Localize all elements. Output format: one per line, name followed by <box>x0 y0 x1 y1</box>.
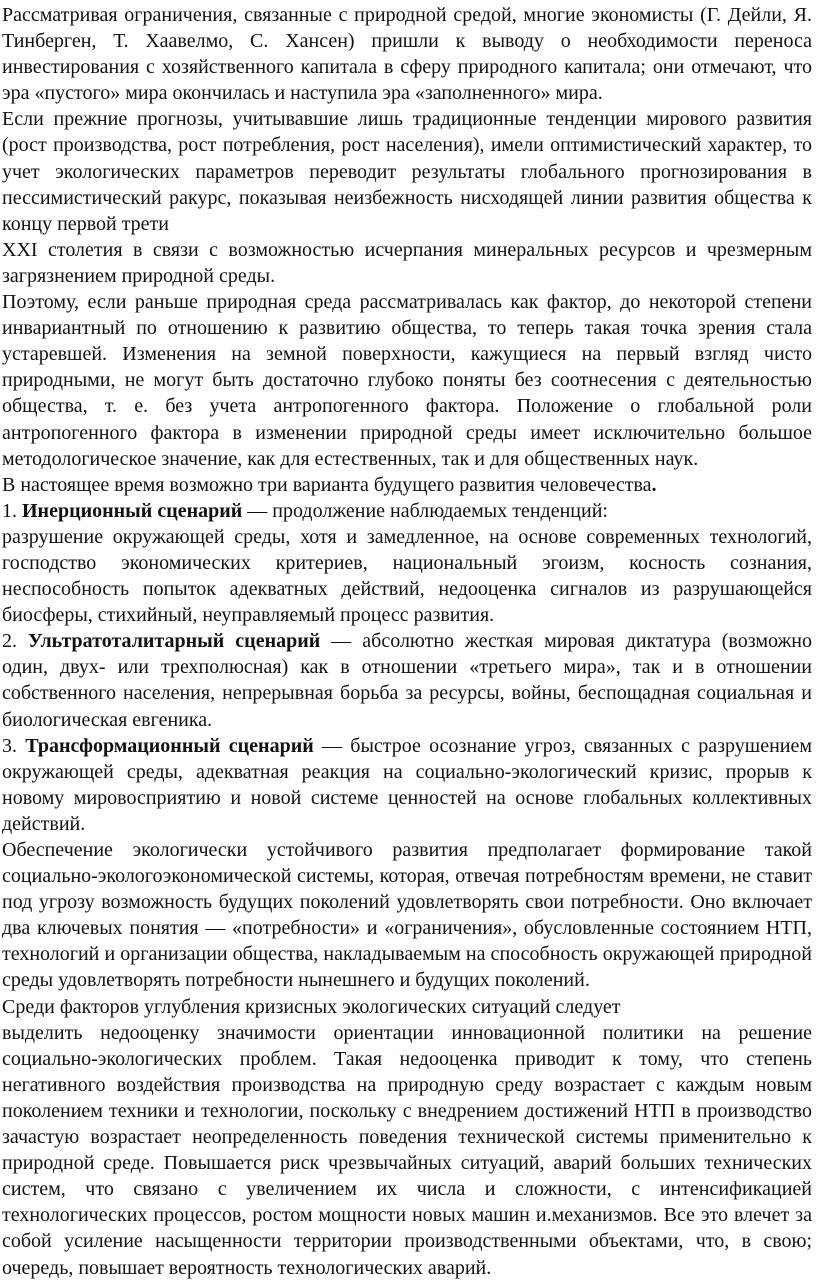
paragraph-sustainable-development: Обеспечение экологически устойчивого развития предполагает формирование такой социально-экологоэкономической системы, которая, отвечая потребностям времени, не ставит под угрозу возможность будущих поколений удовлетворять свои потребности. Оно включает два ключевых понятия — «потребности» и «ограничения», обусловленные состоянием НТП, технологий и организации общества, накладываемым на способность окружающей природной среды удовлетворять потребности нынешнего и будущих поколений. <box>2 839 812 992</box>
scenario-3-text: — быстрое осознание угроз, связанных с разрушением окружающей среды, адекватная реакция на социально-экологический кризис, прорыв к новому мировосприятию и новой системе ценностей на основе глобальных коллективных действий. <box>2 734 813 835</box>
paragraph-innovation-policy: выделить недооценку значимости ориентации инновационной политики на решение социально-экологических проблем. Такая недооценка приводит к тому, что степень негативного воздействия производства на природную среду возрастает с каждым новым поколением техники и технологии, поскольку с внедрением достижений НТП в производство зачастую возрастает неопределенность поведения технической системы применительно к природной среде. Повышается риск чрезвычайных ситуаций, аварий больших технических систем, что связано с увеличением их числа и сложности, с интенсификацией технологических процессов, ростом мощности новых машин и.механизмов. Все это влечет за собой усиление насыщенности территории производственными объектами, что, в свою; очередь, повышает вероятность технологических аварий. <box>2 1021 812 1279</box>
scenario-3 <box>2 733 812 837</box>
scenario-2 <box>2 628 812 732</box>
paragraph-factors: Среди факторов углубления кризисных экологических ситуаций следует <box>2 995 621 1018</box>
scenario-2-number: 2. <box>2 630 29 653</box>
paragraph-forecasts: Если прежние прогнозы, учитывавшие лишь традиционные тенденции мирового развития (рост производства, рост потребления, рост населения), имели оптимистический характер, то учет экологических параметров переводит результаты глобального прогнозирования в пессимистический ракурс, показывая неизбежность нисходящей линии развития общества к концу первой трети <box>2 108 812 235</box>
scenario-1-dash-text: — продолжение наблюдаемых тенденций: <box>242 499 608 522</box>
scenario-1-number: 1. <box>2 499 22 522</box>
scenario-1-title: Инерционный сценарий <box>22 499 243 522</box>
paragraph-xxi-century: XXI столетия в связи с возможностью исчерпания минеральных ресурсов и чрезмерным загрязнением природной среды. <box>2 238 812 287</box>
paragraph-anthropogenic-factor: Поэтому, если раньше природная среда рассматривалась как фактор, до некоторой степени инвариантный по отношению к развитию общества, то теперь такая точка зрения стала устаревшей. Изменения на земной поверхности, кажущиеся на первый взгляд чисто природными, не могут быть достаточно глубоко поняты без соотнесения с деятельностью общества, т. е. без учета антропогенного фактора. Положение о глобальной роли антропогенного фактора в изменении природной среды имеет исключительно большое методологическое значение, как для естественных, так и для общественных наук. <box>2 291 812 470</box>
scenario-2-title: Ультратоталитарный сценарий <box>28 630 321 653</box>
three-variants-text: В настоящее время возможно три варианта будущего развития человечества <box>2 473 652 496</box>
scenario-2-text: — абсолютно жесткая мировая диктатура (возможно один, двух- или трехполюсная) как в отношении «третьего мира», так и в отношении собственного населения, непрерывная борьба за ресурсы, войны, беспощадная социальная и биологическая евгеника. <box>2 630 813 731</box>
scenario-1-body: разрушение окружающей среды, хотя и замедленное, на основе современных технологий, господство экономических критериев, национальный эгоизм, косность сознания, неспособность попыток адекватных действий, недооценка сигналов из разрушающейся биосферы, стихийный, неуправляемый процесс развития. <box>2 525 812 627</box>
three-variants-period: . <box>651 473 657 496</box>
scenario-3-number: 3. <box>2 734 26 757</box>
paragraph-three-variants <box>2 472 812 498</box>
scenario-1-heading <box>2 498 812 524</box>
scenario-3-title: Трансформационный сценарий <box>25 734 314 757</box>
paragraph-economists: Рассматривая ограничения, связанные с природной средой, многие экономисты (Г. Дейли, Я. Тинберген, Т. Хаавелмо, С. Хансен) пришли к выводу о необходимости переноса инвестирования с хозяйственного капитала в сферу природного капитала; они отмечают, что эра «пустого» мира окончилась и наступила эра «заполненного» мира. <box>2 4 812 105</box>
